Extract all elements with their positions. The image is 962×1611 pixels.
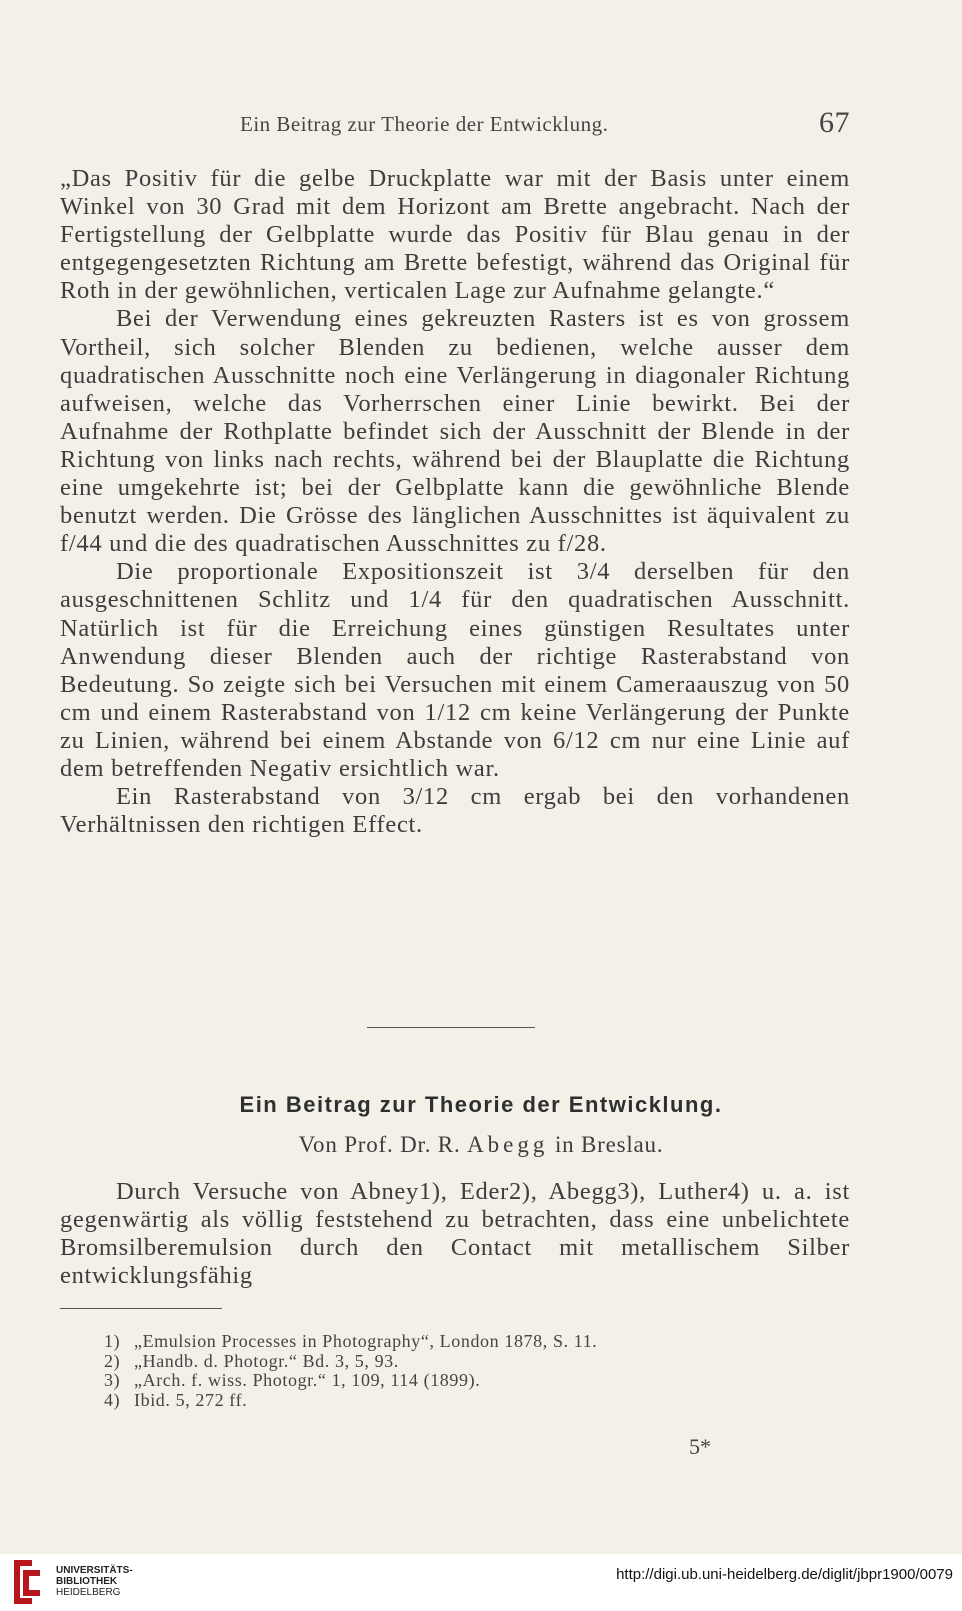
permalink-url[interactable]: http://digi.ub.uni-heidelberg.de/diglit/jbpr1900/0079 [616,1566,953,1583]
body-text [60,165,850,839]
footnote-text: Ibid. 5, 272 ff. [134,1389,248,1410]
footnote-rule [60,1308,222,1309]
footnote-text: „Arch. f. wiss. Photogr.“ 1, 109, 114 (1899). [134,1370,481,1390]
signature-mark: 5* [689,1434,711,1459]
footnote-text: „Handb. d. Photogr.“ Bd. 3, 5, 93. [134,1350,399,1371]
library-logo-text [56,1565,133,1598]
logo-line-3: HEIDELBERG [56,1587,121,1598]
paragraph-3: Die proportionale Expositionszeit ist 3/4 derselben für den ausgeschnittenen Schlitz und 1/4 für den quadratischen Ausschnitt. Natürlich ist für die Erreichung eines günstigen Resultates unter Anwendung dieser Blenden auch der richtige Rasterabstand von Bedeutung. So zeigte sich bei Versuchen mit einem Cameraauszug von 50 cm und einem Rasterabstand von 1/12 cm keine Verlängerung der Punkte zu Linien, während bei einem Abstande von 6/12 cm nur eine Linie auf dem betreffenden Negativ ersichtlich war. [60,558,850,782]
byline-prefix: Von Prof. Dr. R. [298,1132,461,1157]
byline-suffix: in Breslau. [554,1132,664,1157]
footnote-2 [104,1352,804,1372]
footer-bar [0,1554,962,1611]
footnote-number: 4) [104,1389,121,1410]
paragraph-1: „Das Positiv für die gelbe Druckplatte war mit der Basis unter einem Winkel von 30 Grad mit dem Horizont am Brette angebracht. Nach der Fertigstellung der Gelbplatte wurde das Positiv für Blau genau in der entgegengesetzten Richtung am Brette befestigt, während das Original für Roth in der gewöhnlichen, verticalen Lage zur Aufnahme gelangte.“ [60,165,850,305]
footnote-4 [104,1391,804,1411]
footnotes [104,1332,804,1410]
article-title: Ein Beitrag zur Theorie der Entwicklung. [239,1092,723,1117]
logo-line-2: BIBLIOTHEK [56,1576,118,1587]
footnote-text: „Emulsion Processes in Photography“, London 1878, S. 11. [134,1331,598,1351]
logo-line-1: UNIVERSITÄTS- [56,1565,133,1576]
footnote-number: 2) [104,1350,121,1371]
page-number: 67 [819,106,850,139]
byline [0,1132,962,1158]
paragraph-4: Ein Rasterabstand von 3/12 cm ergab bei den vorhandenen Verhältnissen den richtigen Effect. [60,783,850,839]
article-intro [60,1178,850,1290]
running-head-title: Ein Beitrag zur Theorie der Entwicklung. [240,112,609,136]
footnote-number: 1) [104,1331,121,1351]
footnote-3 [104,1371,804,1391]
author-name: Abegg [467,1132,549,1157]
footnote-number: 3) [104,1370,121,1390]
library-logo-icon [10,1558,44,1606]
paragraph-2: Bei der Verwendung eines gekreuzten Rasters ist es von grossem Vortheil, sich solcher Blenden zu bedienen, welche ausser dem quadratischen Ausschnitte noch eine Verlängerung in diagonaler Richtung aufweisen, welche das Vorherrschen einer Linie bewirkt. Bei der Aufnahme der Rothplatte befindet sich der Ausschnitt der Blende in der Richtung von links nach rechts, während bei der Blauplatte die Richtung eine umgekehrte ist; bei der Gelbplatte kann die gewöhnliche Blende benutzt werden. Die Grösse des länglichen Ausschnittes ist äquivalent zu f/44 und die des quadratischen Ausschnittes zu f/28. [60,305,850,558]
section-divider [367,1027,535,1028]
footnote-1 [104,1332,804,1352]
intro-paragraph: Durch Versuche von Abney1), Eder2), Abegg3), Luther4) u. a. ist gegenwärtig als völlig feststehend zu betrachten, dass eine unbelichtete Bromsilberemulsion durch den Contact mit metallischem Silber entwicklungsfähig [60,1178,850,1289]
